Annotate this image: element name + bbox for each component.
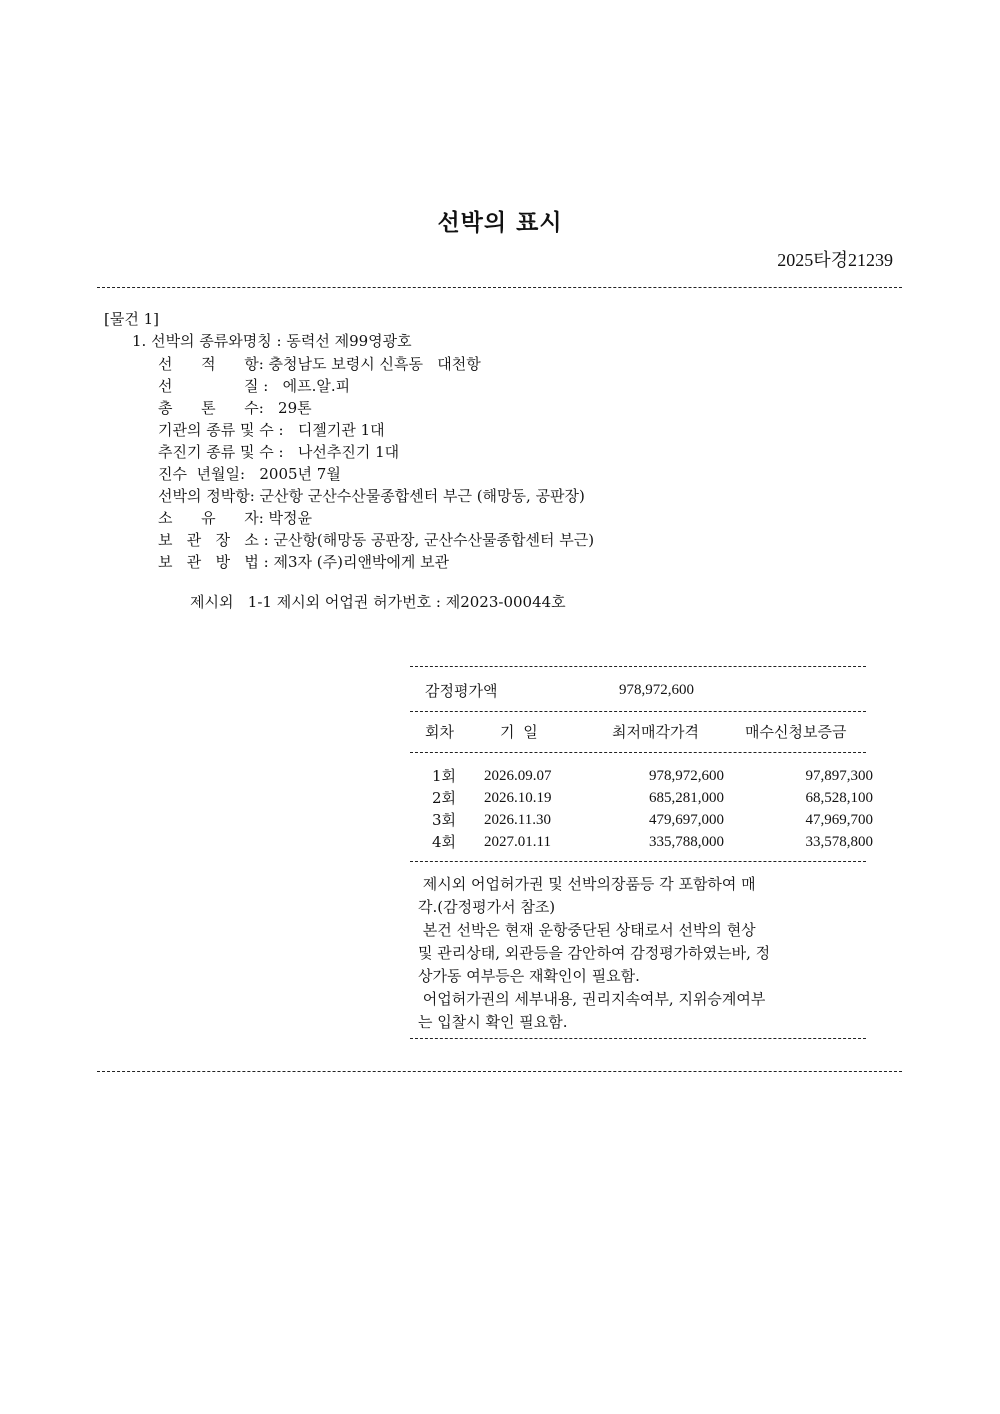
row-min-price: 335,788,000 — [649, 834, 724, 850]
ship-field — [158, 357, 481, 372]
case-number: 2025타경21239 — [777, 250, 893, 270]
header-deposit: 매수신청보증금 — [745, 723, 847, 741]
appraisal-value: 978,972,600 — [619, 682, 694, 698]
table-header-top-divider — [410, 711, 866, 712]
document-title: 선박의 표시 — [437, 210, 563, 236]
ship-field — [158, 467, 341, 482]
row-min-price: 978,972,600 — [649, 768, 724, 784]
ship-field-label: 선박의 정박항 — [158, 487, 250, 505]
ship-field — [158, 445, 399, 460]
row-round: 4회 — [432, 833, 457, 851]
ship-field — [158, 533, 594, 548]
top-divider — [97, 287, 902, 288]
ship-field-label: 진수 년월일 — [158, 465, 240, 483]
table-bottom-divider — [410, 861, 866, 862]
row-deposit: 33,578,800 — [805, 834, 873, 850]
header-round: 회차 — [425, 723, 454, 741]
row-min-price: 685,281,000 — [649, 790, 724, 806]
ship-field-label: 선 적 항 — [158, 355, 259, 373]
ship-field-value: : 에프.알.피 — [258, 377, 351, 395]
ship-field — [158, 423, 385, 438]
row-date: 2026.10.19 — [484, 790, 552, 806]
remark-line: 각.(감정평가서 참조) — [418, 898, 556, 916]
ship-field-value: : 29톤 — [258, 399, 312, 417]
ship-field-value: : 나선추진기 1대 — [273, 443, 400, 461]
ship-field — [158, 379, 350, 394]
row-min-price: 479,697,000 — [649, 812, 724, 828]
remark-line: 본건 선박은 현재 운항중단된 상태로서 선박의 현상 — [418, 921, 756, 939]
row-round: 2회 — [432, 789, 457, 807]
item-label: [물건 1] — [104, 310, 159, 328]
ship-field-value: : 제3자 (주)리앤박에게 보관 — [258, 553, 450, 571]
remark-line: 제시외 어업허가권 및 선박의장품등 각 포함하여 매 — [418, 875, 756, 893]
remark-line: 어업허가권의 세부내용, 권리지속여부, 지위승계여부 — [418, 990, 766, 1008]
ship-field-value: : 군산항 군산수산물종합센터 부근 (해망동, 공판장) — [249, 487, 585, 505]
ship-field-label: 선 질 — [158, 377, 259, 395]
ship-field-value: : 디젤기관 1대 — [273, 421, 385, 439]
row-deposit: 47,969,700 — [805, 812, 873, 828]
ship-field-label: 보 관 방 법 — [158, 553, 259, 571]
ship-field — [158, 511, 312, 526]
ship-field-label: 소 유 자 — [158, 509, 259, 527]
bottom-divider — [97, 1071, 902, 1072]
row-date: 2026.09.07 — [484, 768, 552, 784]
ship-field-label: 총 톤 수 — [158, 399, 259, 417]
ship-field — [158, 401, 312, 416]
excluded-item: 제시외 1-1 제시외 어업권 허가번호 : 제2023-00044호 — [190, 593, 566, 611]
table-header-bottom-divider — [410, 752, 866, 753]
notes-bottom-divider — [410, 1038, 866, 1039]
ship-field-label: 보 관 장 소 — [158, 531, 259, 549]
row-round: 1회 — [432, 767, 457, 785]
remark-line: 및 관리상태, 외관등을 감안하여 감정평가하였는바, 정 — [418, 944, 771, 962]
header-min-price: 최저매각가격 — [612, 723, 699, 741]
row-date: 2026.11.30 — [484, 812, 551, 828]
row-round: 3회 — [432, 811, 457, 829]
ship-field — [158, 555, 449, 570]
table-top-divider — [410, 666, 866, 667]
ship-field-value: : 충청남도 보령시 신흑동 대천항 — [258, 355, 481, 373]
ship-field-label: 추진기 종류 및 수 — [158, 443, 274, 461]
ship-field-label: 기관의 종류 및 수 — [158, 421, 274, 439]
ship-field-value: : 2005년 7월 — [240, 465, 341, 483]
ship-field-value: : 박정윤 — [258, 509, 312, 527]
row-date: 2027.01.11 — [484, 834, 551, 850]
ship-type-name: 1. 선박의 종류와명칭 : 동력선 제99영광호 — [132, 332, 412, 350]
row-deposit: 97,897,300 — [805, 768, 873, 784]
remark-line: 상가동 여부등은 재확인이 필요함. — [418, 967, 640, 985]
remark-line: 는 입찰시 확인 필요함. — [418, 1013, 568, 1031]
ship-field — [158, 489, 585, 504]
ship-field-value: : 군산항(해망동 공판장, 군산수산물종합센터 부근) — [258, 531, 595, 549]
appraisal-label: 감정평가액 — [425, 682, 498, 700]
header-date: 기 일 — [500, 723, 540, 741]
row-deposit: 68,528,100 — [805, 790, 873, 806]
